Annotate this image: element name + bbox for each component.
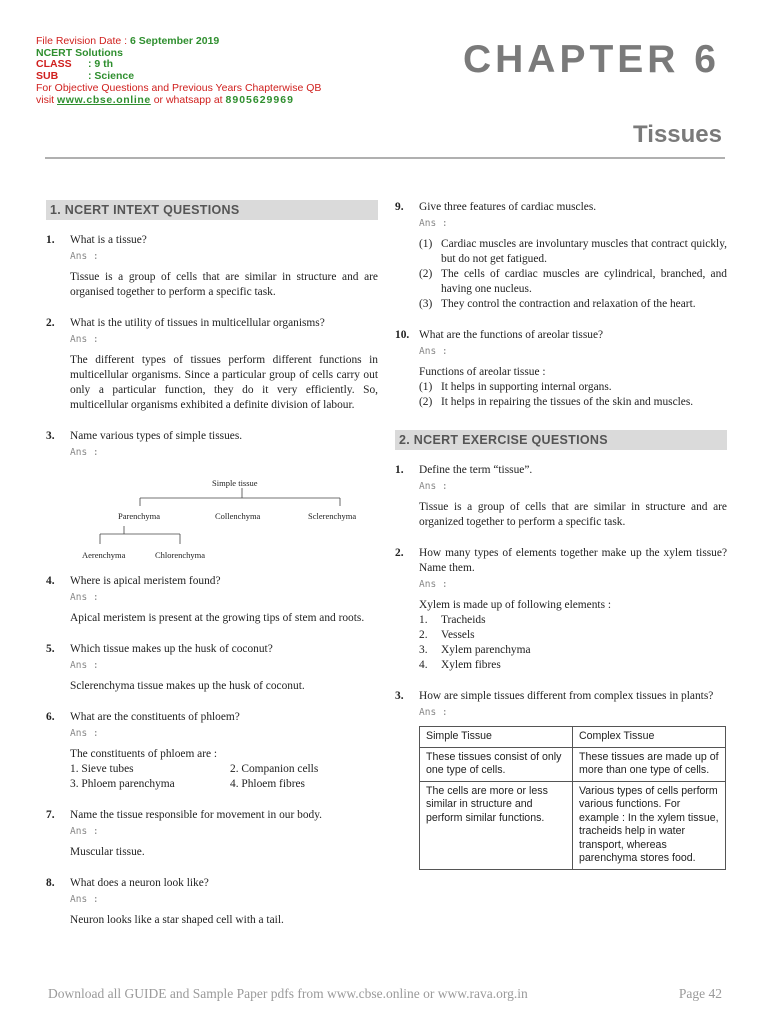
tissue-comparison-table — [419, 726, 726, 870]
question-item: 8. What does a neuron look like? Ans : Neuron looks like a star shaped cell with a tail. — [46, 876, 378, 928]
topic-title: Tissues — [633, 121, 722, 148]
answer-text: Xylem is made up of following elements : — [419, 599, 612, 611]
question-text: Which tissue makes up the husk of coconut? — [70, 643, 273, 655]
list-item: 2. Vessels — [419, 629, 475, 641]
tree-root: Simple tissue — [212, 478, 258, 488]
section-heading-exercise: 2. NCERT EXERCISE QUESTIONS — [395, 430, 727, 450]
question-item: 2. How many types of elements together make up the xylem tissue? Name them. Ans : Xylem is made up of following elements : 1. Tracheids 2. Vessels 3. Xylem parenchyma 4. Xylem fibres — [395, 547, 727, 671]
xylem-elements-list — [419, 613, 727, 673]
answer-text: Muscular tissue. — [70, 846, 145, 858]
ans-label: Ans : — [70, 447, 99, 458]
visit-line: visit www.cbse.online or whatsapp at 8905629969 — [36, 93, 294, 106]
ans-label: Ans : — [419, 481, 448, 492]
left-column — [46, 200, 378, 944]
chapter-title: CHAPTER 6 — [462, 38, 720, 81]
answer-text: Apical meristem is present at the growing tips of stem and roots. — [70, 612, 365, 624]
class-line: CLASS : 9 th — [36, 58, 114, 71]
footer-text: Download all GUIDE and Sample Paper pdfs from www.cbse.online or www.rava.org.in — [48, 986, 528, 1001]
list-item: (1) It helps in supporting internal organs. — [419, 381, 612, 393]
ans-label: Ans : — [70, 728, 99, 739]
page-number: Page 42 — [678, 986, 722, 1001]
answer-text: Sclerenchyma tissue makes up the husk of coconut. — [70, 680, 305, 692]
list-item: 4. Phloem fibres — [230, 778, 305, 790]
question-item: 4. Where is apical meristem found? Ans : Apical meristem is present at the growing tips of stem and roots. — [46, 574, 378, 626]
question-text: How are simple tissues different from complex tissues in plants? — [419, 690, 714, 702]
question-item: 1. Define the term “tissue”. Ans : Tissue is a group of cells that are similar in structure and are organized together to perform a specific task. — [395, 464, 727, 528]
list-item: (3) They control the contraction and relaxation of the heart. — [419, 298, 696, 310]
ans-label: Ans : — [419, 579, 448, 590]
tree-parenchyma: Parenchyma — [118, 511, 161, 521]
answer-text: Tissue is a group of cells that are similar in structure and are organized together to perform a specific task. — [419, 501, 727, 528]
table-cell: These tissues are made up of more than one type of cells. — [573, 747, 726, 781]
header-info — [36, 36, 321, 106]
ans-label: Ans : — [70, 334, 99, 345]
promo-line: For Objective Questions and Previous Years Chapterwise QB — [36, 81, 322, 94]
list-item: (2) The cells of cardiac muscles are cylindrical, branched, and having one nucleus. — [419, 268, 727, 295]
list-item: 2. Companion cells — [230, 763, 319, 775]
question-item: 9. Give three features of cardiac muscles. Ans : (1) Cardiac muscles are involuntary muscles that contract quickly, but do not get fatigued. (2) The cells of cardiac muscles are cylindrical, branched, and having one nucleus. (3) They control the contraction and relaxation of the heart. — [395, 201, 727, 310]
subject-line: NCERT Solutions — [36, 46, 123, 59]
tree-collenchyma: Collenchyma — [215, 511, 261, 521]
cardiac-features-list — [419, 237, 727, 312]
areolar-functions-list — [419, 380, 727, 410]
ans-label: Ans : — [70, 826, 99, 837]
ans-label: Ans : — [70, 592, 99, 603]
answer-text: Functions of areolar tissue : — [419, 366, 546, 378]
list-item: 4. Xylem fibres — [419, 659, 501, 671]
list-item: 3. Phloem parenchyma — [70, 778, 175, 790]
phone-number: 8905629969 — [225, 93, 294, 106]
tree-aerenchyma: Aerenchyma — [82, 550, 126, 560]
tree-chlorenchyma: Chlorenchyma — [155, 550, 206, 560]
question-text: How many types of elements together make up the xylem tissue? Name them. — [419, 547, 727, 574]
question-item: 5. Which tissue makes up the husk of coconut? Ans : Sclerenchyma tissue makes up the husk of coconut. — [46, 642, 378, 694]
table-header-cell: Complex Tissue — [573, 727, 726, 748]
question-item: 1. What is a tissue? Ans : Tissue is a group of cells that are similar in structure and are organised together to perform a specific task. — [46, 234, 378, 298]
section-heading-intext: 1. NCERT INTEXT QUESTIONS — [46, 200, 378, 220]
question-item: 2. What is the utility of tissues in multicellular organisms? Ans : The different types of tissues perform different functions in multicellular organisms. Since a particular group of cells carry out only a particular function, they do it very efficiently. So, multicellular organisms exhibited a definite division of labour. — [46, 317, 378, 411]
answer-text: The different types of tissues perform different functions in multicellular organisms. Since a particular group of cells carry out only a particular function, they do it very efficiently. So, multicellular organisms exhibited a definite division of labour. — [70, 354, 378, 411]
answer-text: The constituents of phloem are : — [70, 748, 218, 760]
question-item: 7. Name the tissue responsible for movement in our body. Ans : Muscular tissue. — [46, 808, 378, 860]
ans-label: Ans : — [419, 346, 448, 357]
question-item: 6. What are the constituents of phloem? Ans : The constituents of phloem are : 1. Sieve tubes 2. Companion cells 3. Phloem parenchyma 4. Phloem fibres — [46, 710, 378, 792]
list-item: (2) It helps in repairing the tissues of the skin and muscles. — [419, 396, 694, 408]
simple-tissue-tree — [70, 466, 378, 566]
question-item: 3. Name various types of simple tissues. Ans : Simple tissue Parenchyma Collenchyma Sclerenchyma Aerenchyma Chlorenchyma — [46, 429, 378, 566]
question-text: Define the term “tissue”. — [419, 464, 533, 476]
answer-text: Neuron looks like a star shaped cell with a tail. — [70, 914, 284, 926]
ans-label: Ans : — [419, 707, 448, 718]
question-text: What does a neuron look like? — [70, 877, 209, 889]
website-link[interactable]: www.cbse.online — [57, 93, 151, 106]
table-cell: These tissues consist of only one type of cells. — [420, 747, 573, 781]
list-item: 3. Xylem parenchyma — [419, 644, 531, 656]
revision-line: File Revision Date : 6 September 2019 — [36, 35, 220, 47]
question-text: What is the utility of tissues in multicellular organisms? — [70, 317, 325, 329]
sub-line: SUB : Science — [36, 70, 135, 83]
header-divider — [45, 157, 725, 159]
question-item: 3. How are simple tissues different from complex tissues in plants? Ans : Simple Tissue Complex Tissue These tissues consist of only one type of cells. These tissues are made up of more than one type of cells. The cells are more or less similar in structure and perform similar functions. Various types of cells perform various functions. For example : In the xylem tissue, tracheids help in water transport, whereas parenchyma stores food. — [395, 689, 727, 870]
table-row — [420, 747, 726, 781]
question-text: What are the functions of areolar tissue? — [419, 329, 604, 341]
question-text: Name the tissue responsible for movement in our body. — [70, 809, 323, 821]
question-item: 10. What are the functions of areolar tissue? Ans : Functions of areolar tissue : (1) It helps in supporting internal organs. (2) It helps in repairing the tissues of the skin and muscles. — [395, 328, 727, 410]
ans-label: Ans : — [70, 251, 99, 262]
list-item: 1. Sieve tubes — [70, 763, 134, 775]
question-text: Give three features of cardiac muscles. — [419, 201, 597, 213]
ans-label: Ans : — [70, 894, 99, 905]
answer-text: Tissue is a group of cells that are similar in structure and are organised together to perform a specific task. — [70, 271, 378, 298]
question-text: Name various types of simple tissues. — [70, 430, 243, 442]
table-header-cell: Simple Tissue — [420, 727, 573, 748]
table-header-row — [420, 727, 726, 748]
question-text: What are the constituents of phloem? — [70, 711, 240, 723]
ans-label: Ans : — [70, 660, 99, 671]
table-row — [420, 781, 726, 869]
ans-label: Ans : — [419, 218, 448, 229]
right-column — [395, 200, 727, 886]
list-item: 1. Tracheids — [419, 614, 486, 626]
list-item: (1) Cardiac muscles are involuntary muscles that contract quickly, but do not get fatigued. — [419, 238, 727, 265]
table-cell: Various types of cells perform various functions. For example : In the xylem tissue, tracheids help in water transport, whereas parenchyma stores food. — [573, 781, 726, 869]
phloem-list — [70, 762, 378, 792]
table-cell: The cells are more or less similar in structure and perform similar functions. — [420, 781, 573, 869]
tree-sclerenchyma: Sclerenchyma — [308, 511, 357, 521]
question-text: What is a tissue? — [70, 234, 147, 246]
question-text: Where is apical meristem found? — [70, 575, 221, 587]
